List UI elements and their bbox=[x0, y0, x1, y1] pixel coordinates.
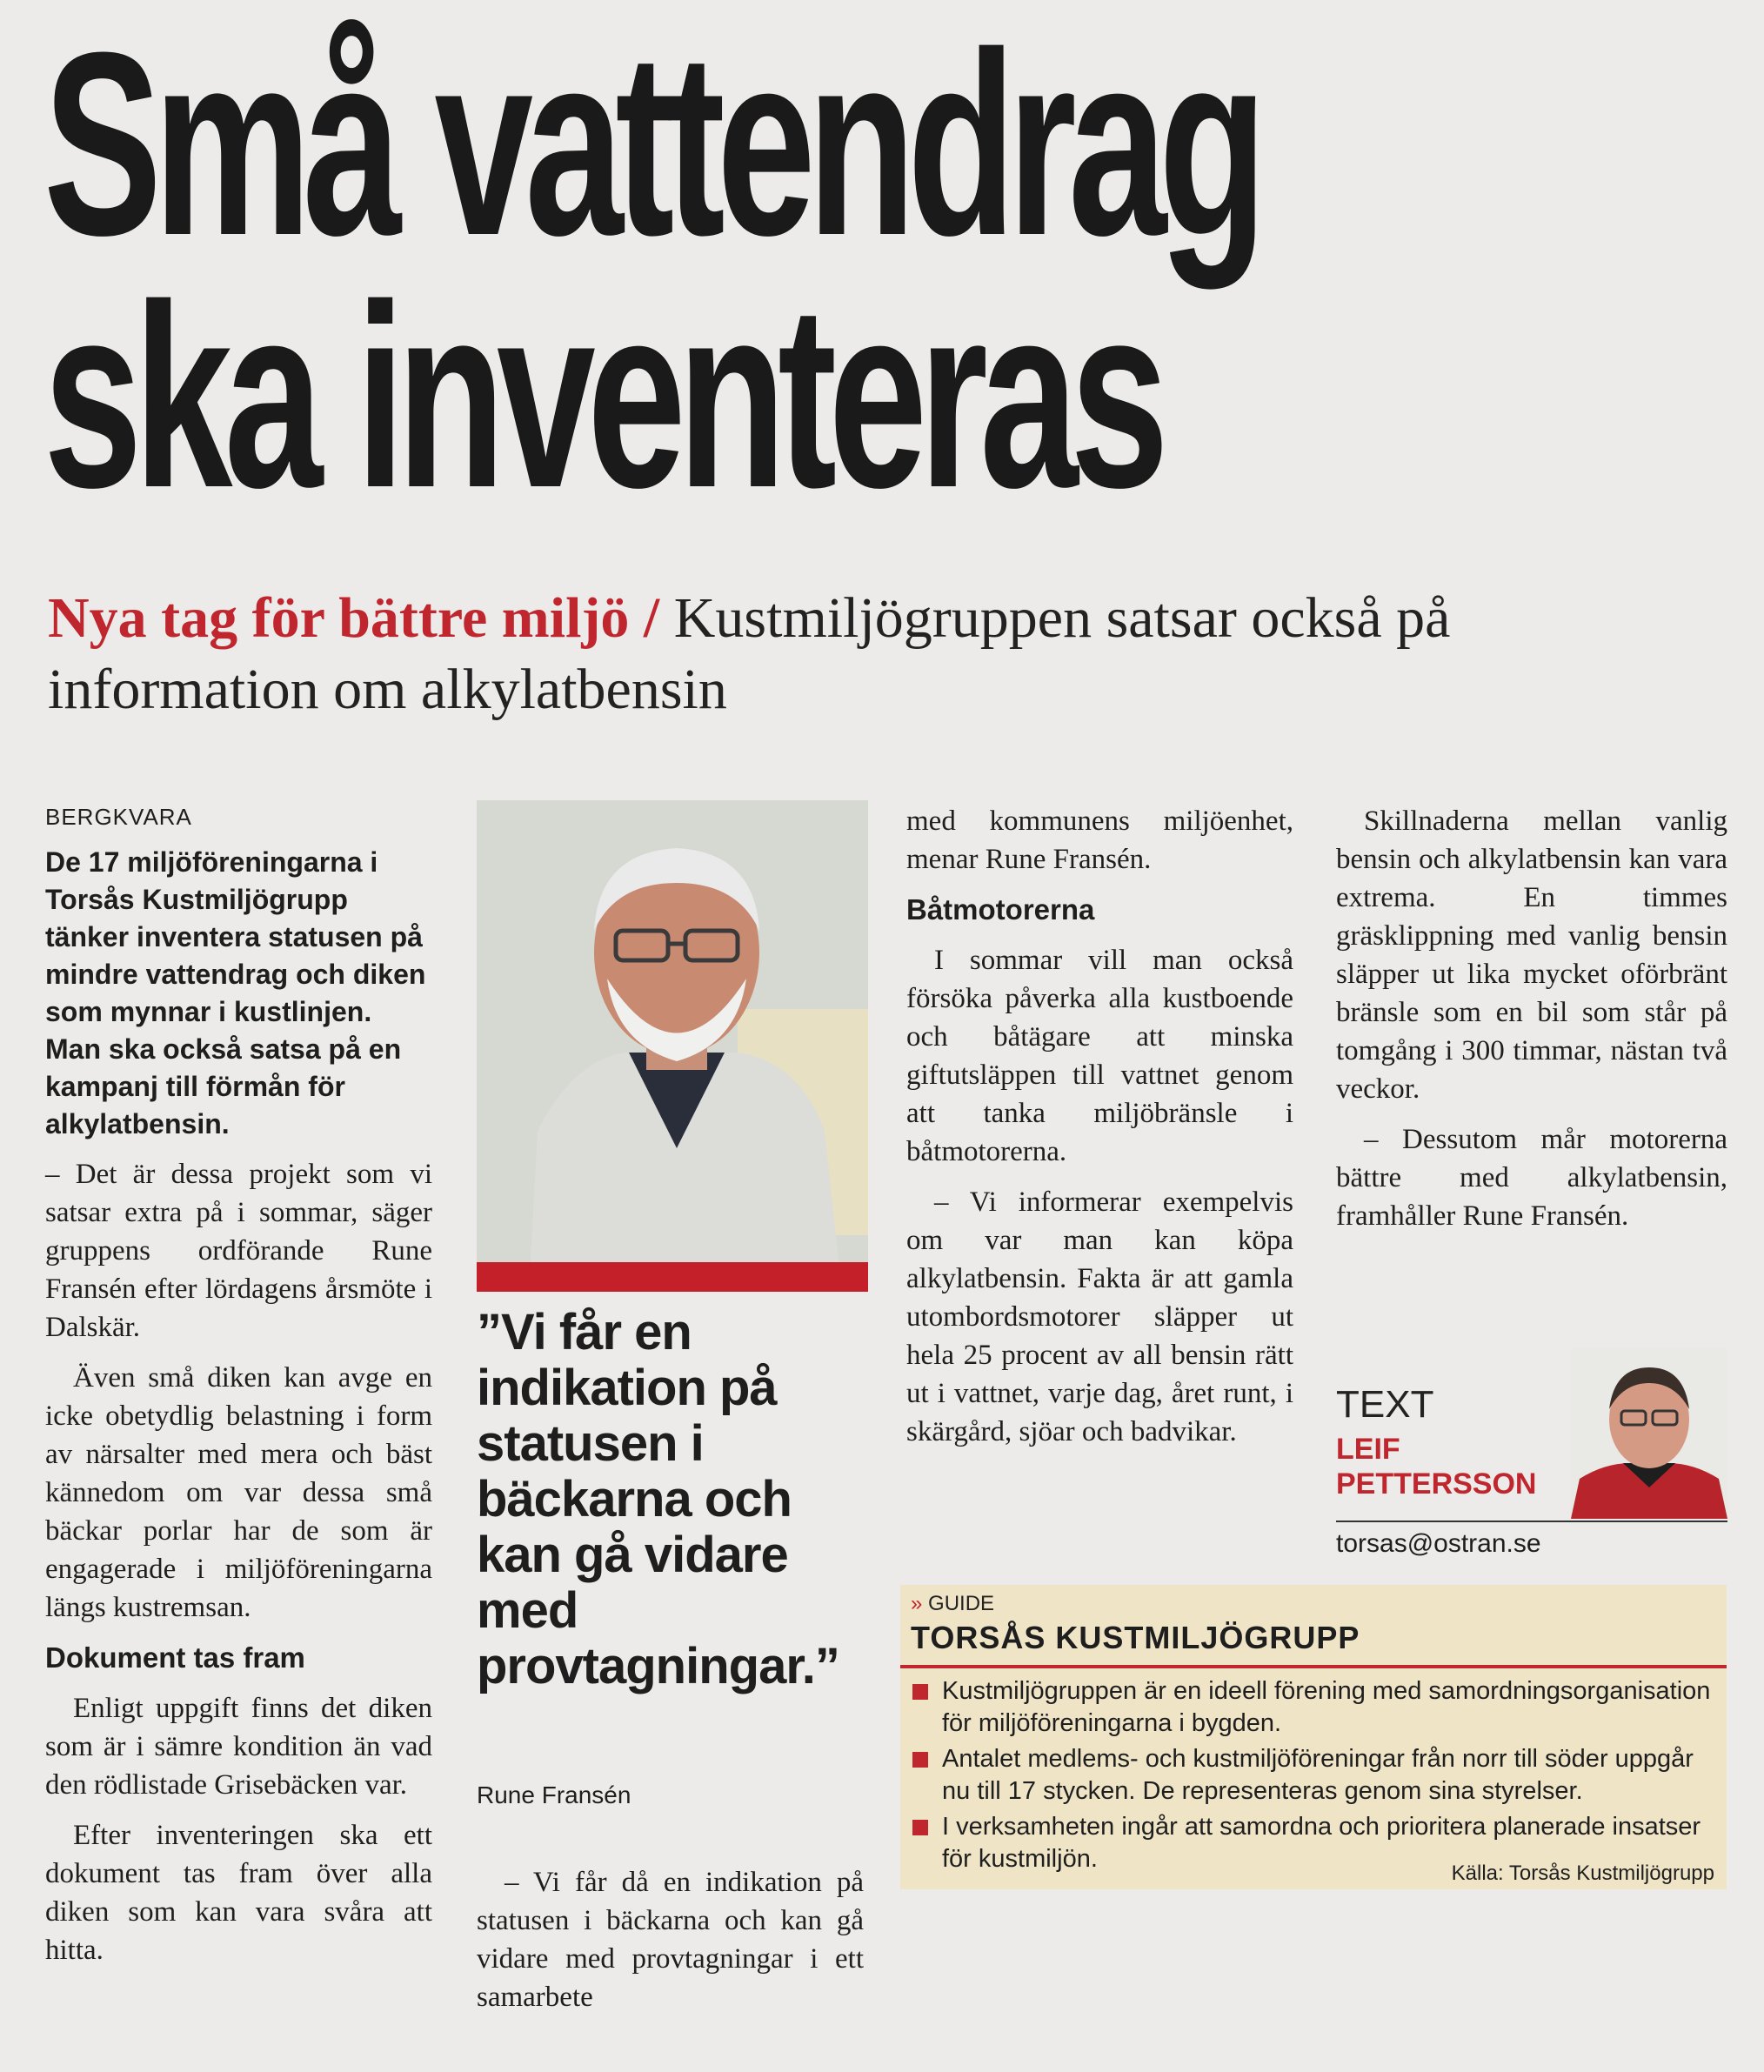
headline-line-1: Små vattendrag bbox=[43, 0, 1260, 290]
pull-quote: ”Vi får en indikation på statusen i bäckarna och kan gå vidare med provtagningar.” bbox=[477, 1304, 839, 1694]
guide-box bbox=[900, 1585, 1727, 1889]
ingress: De 17 miljöföreningarna i Torsås Kustmiljögrupp tänker inventera statusen på mindre vattendrag och diken som mynnar i kustlinjen. Man ska också satsa på en kampanj till förmån för alkylatbensin. bbox=[45, 846, 426, 1140]
subhead: Dokument tas fram bbox=[45, 1641, 305, 1674]
paragraph: Efter inventeringen ska ett dokument tas fram över alla diken som kan vara svåra att hitta. bbox=[45, 1820, 432, 1966]
paragraph: Enligt uppgift finns det diken som är i sämre kondition än vad den rödlistade Grisebäcken var. bbox=[45, 1693, 432, 1801]
guide-rule bbox=[900, 1665, 1727, 1668]
byline-name bbox=[1336, 1432, 1536, 1501]
column-1 bbox=[45, 802, 432, 1982]
deck-separator: / bbox=[629, 586, 674, 650]
guide-source: Källa: Torsås Kustmiljögrupp bbox=[1451, 1861, 1714, 1885]
byline-first-name: LEIF bbox=[1336, 1433, 1400, 1466]
column-2-body bbox=[477, 1863, 864, 2029]
paragraph: Skillnaderna mellan vanlig bensin och alkylatbensin kan vara extrema. En timmes gräsklippning med vanlig bensin släpper ut lika mycket oförbränt bränsle som en bil som står på tomgång i 300 timmar, nästan två veckor. bbox=[1336, 805, 1727, 1105]
bullet-square-icon bbox=[912, 1752, 928, 1768]
byline-label: TEXT bbox=[1336, 1383, 1434, 1426]
photo-red-bar bbox=[477, 1262, 868, 1292]
byline-last-name: PETTERSSON bbox=[1336, 1467, 1537, 1501]
paragraph: Även små diken kan avge en icke obetydlig belastning i form av närsalter med mera och bäst kännedom om var dessa små bäckar porlar har de som är engagerade i miljöföreningarna längs kustremsan. bbox=[45, 1362, 432, 1623]
column-4 bbox=[1336, 802, 1727, 1247]
byline bbox=[1336, 1348, 1727, 1558]
guide-item-text: Kustmiljögruppen är en ideell förening med samordningsorganisation för miljöföreningarna i bygden. bbox=[942, 1677, 1711, 1737]
paragraph: – Det är dessa projekt som vi satsar extra på i sommar, säger gruppens ordförande Rune Fransén efter lördagens årsmöte i Dalskär. bbox=[45, 1159, 432, 1343]
guide-tag bbox=[911, 1592, 994, 1616]
guide-item bbox=[912, 1743, 1721, 1808]
subhead: Båtmotorerna bbox=[906, 893, 1095, 926]
deck-rest: Kustmiljögruppen satsar också på information om alkylatbensin bbox=[48, 586, 1451, 721]
column-3 bbox=[906, 802, 1293, 1463]
bullet-square-icon bbox=[912, 1820, 928, 1835]
bullet-square-icon bbox=[912, 1684, 928, 1700]
deck-lead: Nya tag för bättre miljö bbox=[48, 586, 630, 650]
headline-line-2: ska inventeras bbox=[43, 250, 1161, 542]
guide-item-text: Antalet medlems- och kustmiljöföreningar från norr till söder uppgår nu till 17 stycken. De representeras genom sina styrelser. bbox=[942, 1745, 1694, 1805]
guide-item bbox=[912, 1675, 1721, 1740]
headline bbox=[43, 0, 1260, 542]
paragraph: – Vi får då en indikation på statusen i bäckarna och kan gå vidare med provtagningar i ett samarbete bbox=[477, 1867, 864, 2013]
author-photo bbox=[1571, 1348, 1727, 1519]
deck bbox=[48, 583, 1727, 725]
pull-quote-attribution: Rune Fransén bbox=[477, 1781, 631, 1808]
portrait-photo bbox=[477, 800, 868, 1292]
guide-marker: » bbox=[911, 1592, 923, 1615]
portrait-illustration bbox=[477, 800, 868, 1292]
paragraph: – Dessutom mår motorerna bättre med alkylatbensin, framhåller Rune Fransén. bbox=[1336, 1124, 1727, 1232]
dateline: BERGKVARA bbox=[45, 804, 192, 830]
guide-title: TORSÅS KUSTMILJÖGRUPP bbox=[911, 1620, 1360, 1655]
byline-email: torsas@ostran.se bbox=[1336, 1529, 1541, 1558]
guide-list bbox=[912, 1675, 1721, 1879]
paragraph: I sommar vill man också försöka påverka alla kustboende och båtägare att minska giftutsläppen till vattnet genom att tanka miljöbränsle i båtmotorerna. bbox=[906, 945, 1293, 1167]
paragraph: med kommunens miljöenhet, menar Rune Fransén. bbox=[906, 805, 1293, 875]
paragraph: – Vi informerar exempelvis om var man kan köpa alkylatbensin. Fakta är att gamla utombordsmotorer släpper ut hela 25 procent av all bensin rätt ut i vattnet, varje dag, året runt, i skärgård, sjöar och badvikar. bbox=[906, 1186, 1293, 1447]
guide-tag-label: GUIDE bbox=[928, 1592, 995, 1615]
byline-divider bbox=[1336, 1521, 1727, 1522]
guide-item-text: I verksamheten ingår att samordna och prioritera planerade insatser för kustmiljön. bbox=[942, 1813, 1701, 1873]
